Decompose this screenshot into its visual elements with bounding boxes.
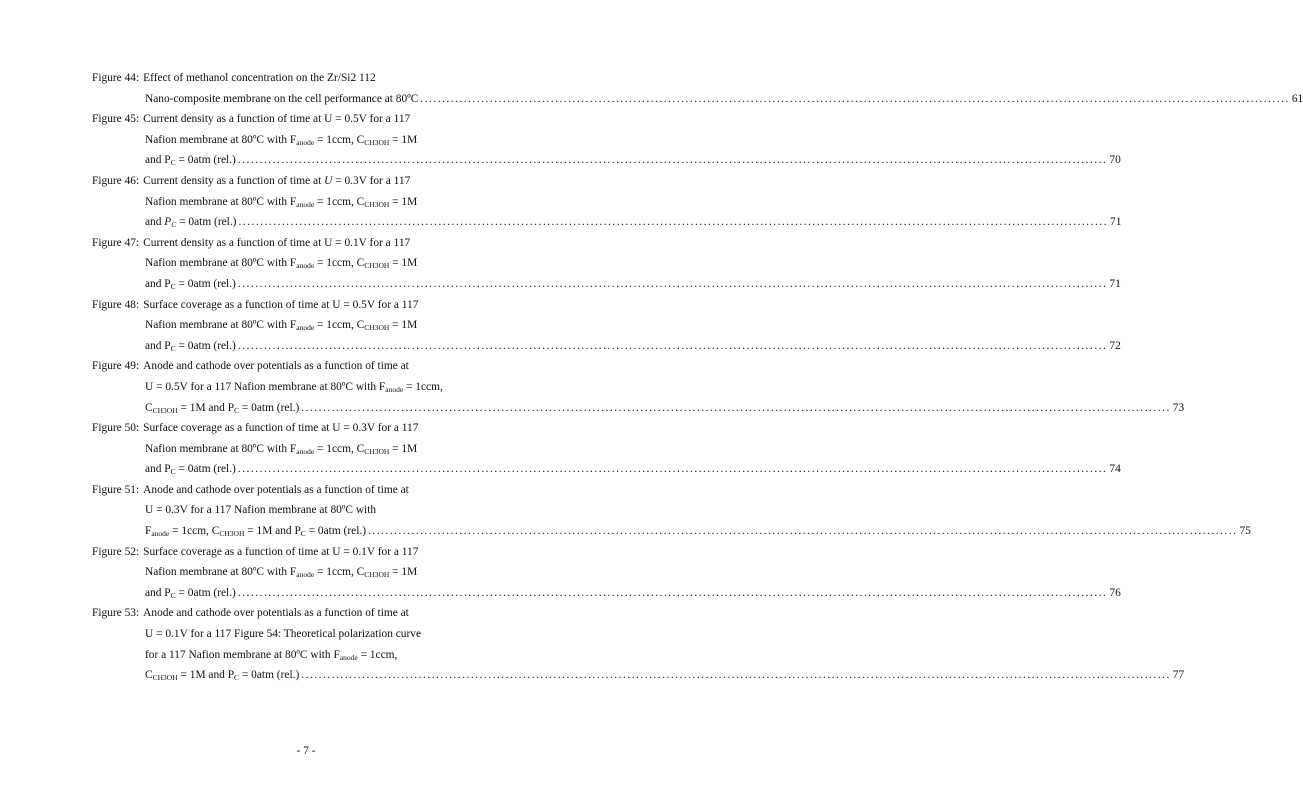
toc-entry-line: [92, 443, 520, 464]
dot-leader: ........................................................................................................................................................................................................: [301, 669, 1171, 682]
figure-caption-text: and $P_C = 0atm$ (rel.): [145, 463, 236, 477]
figure-caption-text: $C_{CH3OH} = 1M$ and $P_C = 0atm$ (rel.): [145, 669, 300, 683]
toc-entry-line: [92, 257, 520, 278]
dot-leader: ........................................................................................................................................................................................................: [237, 463, 1108, 476]
toc-entry-line: [92, 422, 520, 443]
toc-entry-line: [92, 649, 520, 670]
toc-entry-line: [92, 607, 520, 628]
page-number: 76: [1109, 586, 1121, 599]
dot-leader: ........................................................................................................................................................................................................: [237, 586, 1108, 599]
toc-entry-line: [92, 628, 520, 649]
toc-entry-line: [92, 134, 520, 155]
toc-entry[interactable]: [92, 72, 1303, 113]
figure-caption-text: and $P_C = 0atm$ (rel.): [145, 216, 237, 230]
toc-entry-line: [92, 546, 520, 567]
figure-caption-text: for a 117 Nafion membrane at 80ºC with $F_{anode} = 1ccm$,: [145, 648, 398, 662]
toc-entry-line: [92, 216, 1122, 237]
toc-entry-line: [92, 360, 520, 381]
toc-entry-line: [92, 72, 520, 93]
figure-caption-text: U = 0.5V for a 117 Nafion membrane at 80ºC with $F_{anode} = 1ccm$,: [145, 380, 443, 394]
figure-caption-text: Nafion membrane at 80ºC with $F_{anode} = 1ccm$, $C_{CH3OH} = 1M$: [145, 195, 418, 209]
toc-entry[interactable]: [92, 360, 1185, 422]
toc-entry[interactable]: [92, 607, 1185, 689]
dot-leader: ........................................................................................................................................................................................................: [237, 277, 1108, 290]
figure-caption-text: Anode and cathode over potentials as a function of time at: [143, 360, 409, 373]
toc-entry-line: [92, 92, 1303, 114]
figure-caption-text: Anode and cathode over potentials as a function of time at: [143, 483, 409, 496]
figure-label: Figure 53:: [92, 607, 140, 620]
figure-caption-text: Current density as a function of time at U = 0.5V for a 117: [143, 113, 411, 126]
page-number: 73: [1172, 401, 1185, 414]
figure-caption-text: Current density as a function of time at U = 0.3V for a 117: [143, 174, 411, 187]
toc-entry-line: [92, 237, 520, 258]
toc-entry-line: [92, 319, 520, 340]
figure-caption-text: and $P_C = 0atm$ (rel.): [145, 154, 236, 168]
dot-leader: ........................................................................................................................................................................................................: [368, 525, 1238, 538]
figure-label: Figure 48:: [92, 298, 140, 311]
toc-entry[interactable]: [92, 298, 1121, 361]
figure-caption-text: and $P_C = 0atm$ (rel.): [145, 339, 236, 353]
toc-entry-line: [92, 669, 1185, 690]
toc-entry-line: [92, 586, 1121, 608]
toc-entry-line: [92, 401, 1185, 423]
page-number: 72: [1109, 339, 1121, 352]
figure-label: Figure 45:: [92, 113, 140, 126]
toc-entry-line: [92, 299, 520, 320]
figure-caption-text: and $P_C = 0atm$ (rel.): [145, 277, 236, 291]
figure-label: Figure 44:: [92, 72, 140, 84]
figure-caption-text: Current density as a function of time at U = 0.1V for a 117: [143, 236, 411, 249]
figure-caption-text: U = 0.3V for a 117 Nafion membrane at 80ºC with: [145, 504, 377, 517]
figure-caption-text: Anode and cathode over potentials as a function of time at: [143, 607, 409, 620]
page-number: 71: [1109, 277, 1121, 290]
figure-caption-text: Nafion membrane at 80ºC with $F_{anode} = 1ccm$, $C_{CH3OH} = 1M$: [145, 319, 418, 333]
toc-entry-line: [92, 525, 1251, 546]
figure-caption-text: Surface coverage as a function of time at U = 0.3V for a 117: [143, 422, 419, 435]
toc-entry[interactable]: [92, 545, 1121, 608]
toc-entry[interactable]: [92, 422, 1121, 484]
toc-entry-line: [92, 277, 1121, 299]
page-number: 74: [1109, 463, 1121, 476]
figure-label: Figure 50:: [92, 422, 140, 435]
page-number: 71: [1110, 216, 1122, 229]
figure-caption-text: $C_{CH3OH} = 1M$ and $P_C = 0atm$ (rel.): [145, 401, 300, 415]
page-number: 75: [1239, 525, 1251, 538]
figure-caption-text: Nafion membrane at 80ºC with $F_{anode} = 1ccm$, $C_{CH3OH} = 1M$: [145, 257, 418, 271]
figure-caption-text: Nafion membrane at 80ºC with $F_{anode} = 1ccm$, $C_{CH3OH} = 1M$: [145, 442, 418, 456]
toc-entry-line: [92, 339, 1121, 361]
toc-entry-line: [92, 154, 1121, 175]
figure-label: Figure 49:: [92, 360, 140, 373]
dot-leader: ........................................................................................................................................................................................................: [420, 92, 1290, 105]
toc-entry-line: [92, 463, 1121, 484]
figure-label: Figure 52:: [92, 545, 140, 558]
figure-label: Figure 47:: [92, 236, 140, 249]
figure-caption-text: Nano-composite membrane on the cell performance at 80ºC: [145, 92, 419, 105]
page-number: 61: [1291, 92, 1303, 105]
page-number: 77: [1172, 669, 1185, 682]
toc-entry-line: [92, 113, 520, 134]
figure-label: Figure 46:: [92, 174, 140, 187]
toc-entry[interactable]: [92, 483, 1251, 546]
figure-caption-text: $F_{anode} = 1ccm$, $C_{CH3OH} = 1M$ and $P_C = 0atm$ (rel.): [145, 525, 367, 539]
toc-entry-line: [92, 175, 520, 196]
figure-caption-text: U = 0.1V for a 117 Figure 54: Theoretical polarization curve: [145, 628, 422, 641]
figure-caption-text: Nafion membrane at 80ºC with $F_{anode} = 1ccm$, $C_{CH3OH} = 1M$: [145, 566, 418, 580]
figure-label: Figure 51:: [92, 483, 140, 496]
list-of-figures: [92, 72, 1303, 690]
toc-entry-line: [92, 566, 520, 587]
dot-leader: ........................................................................................................................................................................................................: [237, 154, 1108, 167]
figure-caption-text: Surface coverage as a function of time at U = 0.5V for a 117: [143, 298, 419, 311]
figure-caption-text: Effect of methanol concentration on the Zr/Si2 112: [143, 72, 376, 84]
dot-leader: ........................................................................................................................................................................................................: [237, 339, 1108, 352]
toc-entry[interactable]: [92, 174, 1122, 237]
page-number: 70: [1109, 154, 1121, 167]
toc-entry-line: [92, 381, 520, 402]
figure-caption-text: and $P_C = 0atm$ (rel.): [145, 586, 236, 600]
toc-entry-line: [92, 484, 520, 505]
figure-caption-text: Surface coverage as a function of time at U = 0.1V for a 117: [143, 545, 419, 558]
toc-entry-line: [92, 196, 520, 217]
toc-entry[interactable]: [92, 113, 1121, 175]
page-number-footer: - 7 -: [296, 745, 316, 757]
toc-entry-line: [92, 504, 520, 525]
dot-leader: ........................................................................................................................................................................................................: [238, 216, 1109, 229]
toc-entry[interactable]: [92, 236, 1121, 299]
dot-leader: ........................................................................................................................................................................................................: [301, 401, 1171, 414]
figure-caption-text: Nafion membrane at 80ºC with $F_{anode} = 1ccm$, $C_{CH3OH} = 1M$: [145, 133, 418, 147]
